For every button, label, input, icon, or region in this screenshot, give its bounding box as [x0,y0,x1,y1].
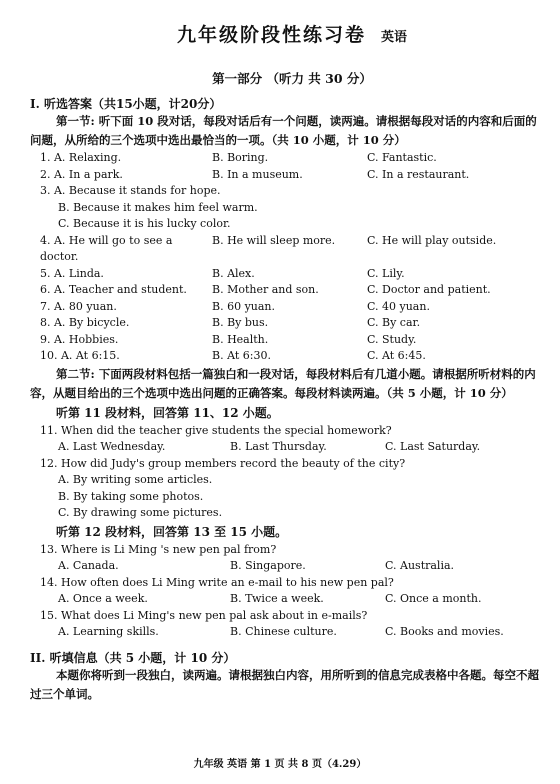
question-row [40,233,544,266]
option-c: C. He will play outside. [367,233,497,247]
title-row [40,20,544,47]
option-a: 5. A. Linda. [40,266,104,280]
question-stem-11: 11. When did the teacher give students the special homework? [40,423,392,437]
option-line: C. Because it is his lucky color. [58,217,231,230]
option-a: 7. A. 80 yuan. [40,299,117,313]
option-a: 9. A. Hobbies. [40,332,119,346]
option-c: C. In a restaurant. [367,167,470,181]
option-b: B. In a museum. [212,167,303,181]
option-a: A. Learning skills. [58,625,159,638]
option-b: B. Singapore. [230,559,306,572]
question-options-13 [40,558,544,575]
option-c: C. At 6:45. [367,349,426,362]
option-a: 6. A. Teacher and student. [40,283,187,296]
option-a: 8. A. By bicycle. [40,316,130,329]
option-a: 4. A. He will go to see a doctor. [40,233,173,263]
option-a: A. Canada. [58,559,119,572]
section-heading-1: I. 听选答案（共15小题，计20分） [30,97,222,111]
option-a: 10. A. At 6:15. [40,349,120,362]
question-stem: 3. A. Because it stands for hope. [40,184,221,197]
section1-part2-instructions [30,365,544,403]
option-b: B. He will sleep more. [212,233,336,247]
option-b: B. Mother and son. [212,283,319,296]
option-c: C. Australia. [385,559,455,572]
question-stem-12: 12. How did Judy's group members record the beauty of the city? [40,456,406,470]
listen-note-11: 听第 11 段材料，回答第 11、12 小题。 [56,405,279,420]
option-c: C. By drawing some pictures. [58,506,223,519]
question-row [40,266,544,283]
option-b: B. Alex. [212,266,255,280]
option-c: C. Once a month. [385,592,482,605]
question-row [40,299,544,316]
option-c: C. Fantastic. [367,151,437,164]
question-row [40,332,544,349]
question-options-15 [40,624,544,641]
question-list [40,150,544,365]
option-a: A. By writing some articles. [58,473,213,486]
option-a: A. Once a week. [58,592,148,605]
option-c: C. By car. [367,316,421,329]
question-row [40,315,544,332]
option-a: 1. A. Relaxing. [40,151,122,164]
page-footer: 九年级 英语 第 1 页 共 8 页（4.29） [193,759,367,770]
section-heading-2: II. 听填信息（共 5 小题，计 10 分） [30,650,236,665]
option-b: B. By bus. [212,316,269,329]
instructions-text: 第二节: 下面两段材料包括一篇独白和一段对话，每段材料后有几道小题。请根据所听材料的内容，从题目给出的三个选项中选出问题的正确答案。每段材料读两遍。（共 5 小题，计 10 分） [30,366,536,400]
section2-instructions [30,666,544,704]
option-a: 2. A. In a park. [40,167,123,181]
option-a: A. Last Wednesday. [58,440,166,453]
listen-note-12: 听第 12 段材料，回答第 13 至 15 小题。 [56,524,288,539]
option-b: B. 60 yuan. [212,299,276,313]
question-row [40,282,544,299]
page-title: 九年级阶段性练习卷 [176,24,366,46]
option-b: B. Health. [212,332,269,346]
question-stem-15: 15. What does Li Ming's new pen pal ask about in e-mails? [40,608,368,622]
question-row [40,348,544,365]
option-b: B. Twice a week. [230,592,324,605]
option-b: B. By taking some photos. [58,489,204,503]
option-b: B. At 6:30. [212,349,271,362]
option-c: C. Doctor and patient. [367,283,491,296]
section1-instructions [30,112,544,150]
instructions-text: 第一节: 听下面 10 段对话，每段对话后有一个问题，读两遍。请根据每段对话的内容和后面的问题，从所给的三个选项中选出最恰当的一项。（共 10 小题，计 10 分） [30,114,537,147]
option-c: C. Study. [367,332,417,346]
option-c: C. Books and movies. [385,625,504,638]
question-options-11 [40,439,544,456]
question-row [40,150,544,167]
option-c: C. 40 yuan. [367,299,430,313]
option-c: C. Last Saturday. [385,440,481,453]
option-c: C. Lily. [367,266,405,280]
question-stem-13: 13. Where is Li Ming 's new pen pal from? [40,542,277,556]
subject-label: 英语 [381,30,408,45]
option-b: B. Chinese culture. [230,625,337,638]
question-stem-14: 14. How often does Li Ming write an e-mail to his new pen pal? [40,575,394,589]
option-b: B. Boring. [212,151,269,164]
instructions-text: 本题你将听到一段独白，读两遍。请根据独白内容，用所听到的信息完成表格中各题。每空不超过三个单词。 [30,667,539,701]
part-title: 第一部分 （听力 共 30 分） [212,71,372,86]
option-line: B. Because it makes him feel warm. [58,200,258,214]
option-b: B. Last Thursday. [230,440,327,453]
question-options-14 [40,591,544,608]
question-row [40,167,544,184]
